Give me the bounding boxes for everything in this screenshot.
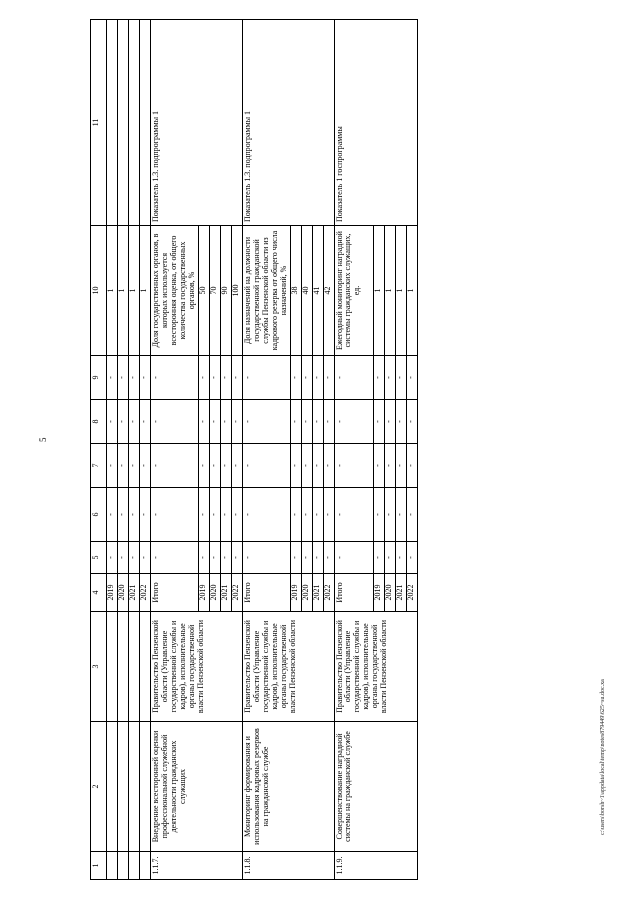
- dash-cell: -: [220, 356, 231, 400]
- dash-cell: -: [107, 356, 118, 400]
- dash-cell: -: [220, 444, 231, 488]
- activity-number: 1.1.7.: [151, 852, 243, 880]
- dash-cell: -: [209, 488, 220, 542]
- value-cell: 1: [406, 226, 417, 356]
- indicator-name: Доля государственных органов, в которых используется всесторонняя оценка, от общего количества государственных органов, %: [151, 226, 199, 356]
- year-cell: 2022: [406, 574, 417, 612]
- activity-name: Внедрение всесторонней оценки профессиональной служебной деятельности гражданских служащих: [151, 722, 243, 852]
- dash-cell: -: [323, 356, 334, 400]
- empty-cell: [140, 20, 151, 226]
- dash-cell: -: [301, 542, 312, 574]
- dash-cell: -: [334, 356, 373, 400]
- dash-cell: -: [220, 400, 231, 444]
- value-cell: 100: [231, 226, 242, 356]
- dash-cell: -: [395, 444, 406, 488]
- dash-cell: -: [384, 542, 395, 574]
- total-label: Итого: [151, 574, 199, 612]
- dash-cell: -: [129, 444, 140, 488]
- empty-cell: [118, 722, 129, 852]
- empty-cell: [129, 852, 140, 880]
- dash-cell: -: [373, 356, 384, 400]
- dash-cell: -: [334, 488, 373, 542]
- dash-cell: -: [151, 356, 199, 400]
- continuation-row: [107, 20, 118, 880]
- empty-cell: [107, 852, 118, 880]
- year-cell: 2021: [312, 574, 323, 612]
- dash-cell: -: [395, 488, 406, 542]
- dash-cell: -: [140, 356, 151, 400]
- empty-cell: [107, 20, 118, 226]
- dash-cell: -: [312, 488, 323, 542]
- dash-cell: -: [242, 356, 290, 400]
- dash-cell: -: [373, 542, 384, 574]
- dash-cell: -: [334, 444, 373, 488]
- year-cell: 2021: [395, 574, 406, 612]
- dash-cell: -: [242, 444, 290, 488]
- dash-cell: -: [151, 542, 199, 574]
- header-col-1: 1: [91, 852, 107, 880]
- total-label: Итого: [242, 574, 290, 612]
- dash-cell: -: [323, 542, 334, 574]
- year-cell: 2019: [198, 574, 209, 612]
- dash-cell: -: [395, 542, 406, 574]
- value-cell: 1: [129, 226, 140, 356]
- dash-cell: -: [334, 542, 373, 574]
- empty-cell: [107, 612, 118, 722]
- dash-cell: -: [198, 356, 209, 400]
- dash-cell: -: [198, 488, 209, 542]
- indicator-link: Показатель 1.3. подпрограммы 1: [242, 20, 334, 226]
- program-activities-table: [90, 19, 418, 880]
- dash-cell: -: [312, 444, 323, 488]
- dash-cell: -: [151, 488, 199, 542]
- year-cell: 2022: [231, 574, 242, 612]
- dash-cell: -: [209, 444, 220, 488]
- header-row: [91, 20, 107, 880]
- continuation-row: [129, 20, 140, 880]
- header-col-7: 7: [91, 444, 107, 488]
- dash-cell: -: [290, 400, 301, 444]
- indicator-name: Доля назначений на должности государственной гражданской службы Пензенской области из кадрового резерва от общего числа назначений, %: [242, 226, 290, 356]
- dash-cell: -: [384, 400, 395, 444]
- value-cell: 1: [384, 226, 395, 356]
- dash-cell: -: [107, 444, 118, 488]
- dash-cell: -: [231, 488, 242, 542]
- value-cell: 42: [323, 226, 334, 356]
- dash-cell: -: [323, 488, 334, 542]
- activity-executor: Правительство Пензенской области (Управление государственной службы и кадров), исполнительные органы государственной власти Пензенской области: [242, 612, 334, 722]
- dash-cell: -: [140, 488, 151, 542]
- value-cell: 1: [107, 226, 118, 356]
- dash-cell: -: [129, 400, 140, 444]
- activity-name: Совершенствование наградной системы на гражданской службе: [334, 722, 417, 852]
- dash-cell: -: [198, 444, 209, 488]
- dash-cell: -: [140, 542, 151, 574]
- continuation-row: [140, 20, 151, 880]
- dash-cell: -: [242, 488, 290, 542]
- empty-cell: [140, 612, 151, 722]
- dash-cell: -: [129, 542, 140, 574]
- dash-cell: -: [107, 400, 118, 444]
- year-cell: 2020: [301, 574, 312, 612]
- dash-cell: -: [384, 488, 395, 542]
- value-cell: 1: [140, 226, 151, 356]
- value-cell: 70: [209, 226, 220, 356]
- indicator-link: Показатель 1 госпрограммы: [334, 20, 417, 226]
- dash-cell: -: [323, 444, 334, 488]
- indicator-link: Показатель 1.3. подпрограммы 1: [151, 20, 243, 226]
- dash-cell: -: [334, 400, 373, 444]
- dash-cell: -: [140, 400, 151, 444]
- dash-cell: -: [220, 488, 231, 542]
- dash-cell: -: [118, 356, 129, 400]
- empty-cell: [118, 852, 129, 880]
- dash-cell: -: [406, 356, 417, 400]
- header-col-11: 11: [91, 20, 107, 226]
- dash-cell: -: [151, 444, 199, 488]
- continuation-row: [118, 20, 129, 880]
- empty-cell: [129, 612, 140, 722]
- dash-cell: -: [406, 444, 417, 488]
- dash-cell: -: [290, 488, 301, 542]
- dash-cell: -: [231, 542, 242, 574]
- year-cell: 2022: [140, 574, 151, 612]
- dash-cell: -: [129, 488, 140, 542]
- activity-executor: Правительство Пензенской области (Управление государственной службы и кадров), исполнительные органы государственной власти Пензенской области: [334, 612, 417, 722]
- dash-cell: -: [242, 542, 290, 574]
- header-col-6: 6: [91, 488, 107, 542]
- empty-cell: [118, 612, 129, 722]
- dash-cell: -: [140, 444, 151, 488]
- year-cell: 2020: [118, 574, 129, 612]
- dash-cell: -: [220, 542, 231, 574]
- header-col-4: 4: [91, 574, 107, 612]
- dash-cell: -: [107, 542, 118, 574]
- value-cell: 1: [395, 226, 406, 356]
- dash-cell: -: [312, 356, 323, 400]
- year-cell: 2019: [107, 574, 118, 612]
- dash-cell: -: [406, 542, 417, 574]
- dash-cell: -: [395, 356, 406, 400]
- dash-cell: -: [395, 400, 406, 444]
- dash-cell: -: [373, 488, 384, 542]
- dash-cell: -: [118, 542, 129, 574]
- indicator-name: Ежегодный мониторинг наградной системы гражданских служащих, ед.: [334, 226, 373, 356]
- header-col-2: 2: [91, 722, 107, 852]
- dash-cell: -: [231, 356, 242, 400]
- activity-row: [242, 20, 290, 880]
- page-number: 5: [38, 437, 48, 442]
- value-cell: 50: [198, 226, 209, 356]
- header-col-5: 5: [91, 542, 107, 574]
- dash-cell: -: [301, 488, 312, 542]
- activity-row: [334, 20, 373, 880]
- dash-cell: -: [231, 444, 242, 488]
- dash-cell: -: [209, 400, 220, 444]
- activity-number: 1.1.8.: [242, 852, 334, 880]
- dash-cell: -: [151, 400, 199, 444]
- empty-cell: [140, 852, 151, 880]
- empty-cell: [129, 20, 140, 226]
- dash-cell: -: [231, 400, 242, 444]
- dash-cell: -: [107, 488, 118, 542]
- dash-cell: -: [209, 542, 220, 574]
- dash-cell: -: [384, 356, 395, 400]
- activity-executor: Правительство Пензенской области (Управление государственной службы и кадров), исполнительные органы государственной власти Пензенской области: [151, 612, 243, 722]
- dash-cell: -: [118, 444, 129, 488]
- dash-cell: -: [312, 542, 323, 574]
- value-cell: 38: [290, 226, 301, 356]
- dash-cell: -: [301, 356, 312, 400]
- activity-name: Мониторинг формирования и использования кадровых резервов на гражданской службе: [242, 722, 334, 852]
- dash-cell: -: [198, 542, 209, 574]
- header-col-10: 10: [91, 226, 107, 356]
- dash-cell: -: [312, 400, 323, 444]
- dash-cell: -: [290, 356, 301, 400]
- year-cell: 2021: [129, 574, 140, 612]
- header-col-8: 8: [91, 400, 107, 444]
- year-cell: 2020: [384, 574, 395, 612]
- dash-cell: -: [198, 400, 209, 444]
- dash-cell: -: [118, 400, 129, 444]
- dash-cell: -: [373, 444, 384, 488]
- dash-cell: -: [290, 444, 301, 488]
- dash-cell: -: [209, 356, 220, 400]
- value-cell: 41: [312, 226, 323, 356]
- dash-cell: -: [406, 400, 417, 444]
- dash-cell: -: [301, 400, 312, 444]
- dash-cell: -: [129, 356, 140, 400]
- empty-cell: [107, 722, 118, 852]
- dash-cell: -: [118, 488, 129, 542]
- year-cell: 2019: [373, 574, 384, 612]
- empty-cell: [118, 20, 129, 226]
- year-cell: 2020: [209, 574, 220, 612]
- empty-cell: [140, 722, 151, 852]
- activity-row: [151, 20, 199, 880]
- activity-rows: [151, 20, 418, 880]
- year-cell: 2019: [290, 574, 301, 612]
- dash-cell: -: [290, 542, 301, 574]
- header-col-3: 3: [91, 612, 107, 722]
- footer-file-path: c:\users\borsh~1\appdata\local\temp\notes879449\625~su.doc.xa: [600, 679, 606, 835]
- activity-number: 1.1.9.: [334, 852, 417, 880]
- dash-cell: -: [384, 444, 395, 488]
- value-cell: 1: [118, 226, 129, 356]
- rotated-table-container: [90, 20, 580, 880]
- year-cell: 2022: [323, 574, 334, 612]
- total-label: Итого: [334, 574, 373, 612]
- value-cell: 1: [373, 226, 384, 356]
- dash-cell: -: [323, 400, 334, 444]
- dash-cell: -: [406, 488, 417, 542]
- year-cell: 2021: [220, 574, 231, 612]
- dash-cell: -: [242, 400, 290, 444]
- value-cell: 40: [301, 226, 312, 356]
- dash-cell: -: [301, 444, 312, 488]
- empty-cell: [129, 722, 140, 852]
- value-cell: 90: [220, 226, 231, 356]
- header-col-9: 9: [91, 356, 107, 400]
- dash-cell: -: [373, 400, 384, 444]
